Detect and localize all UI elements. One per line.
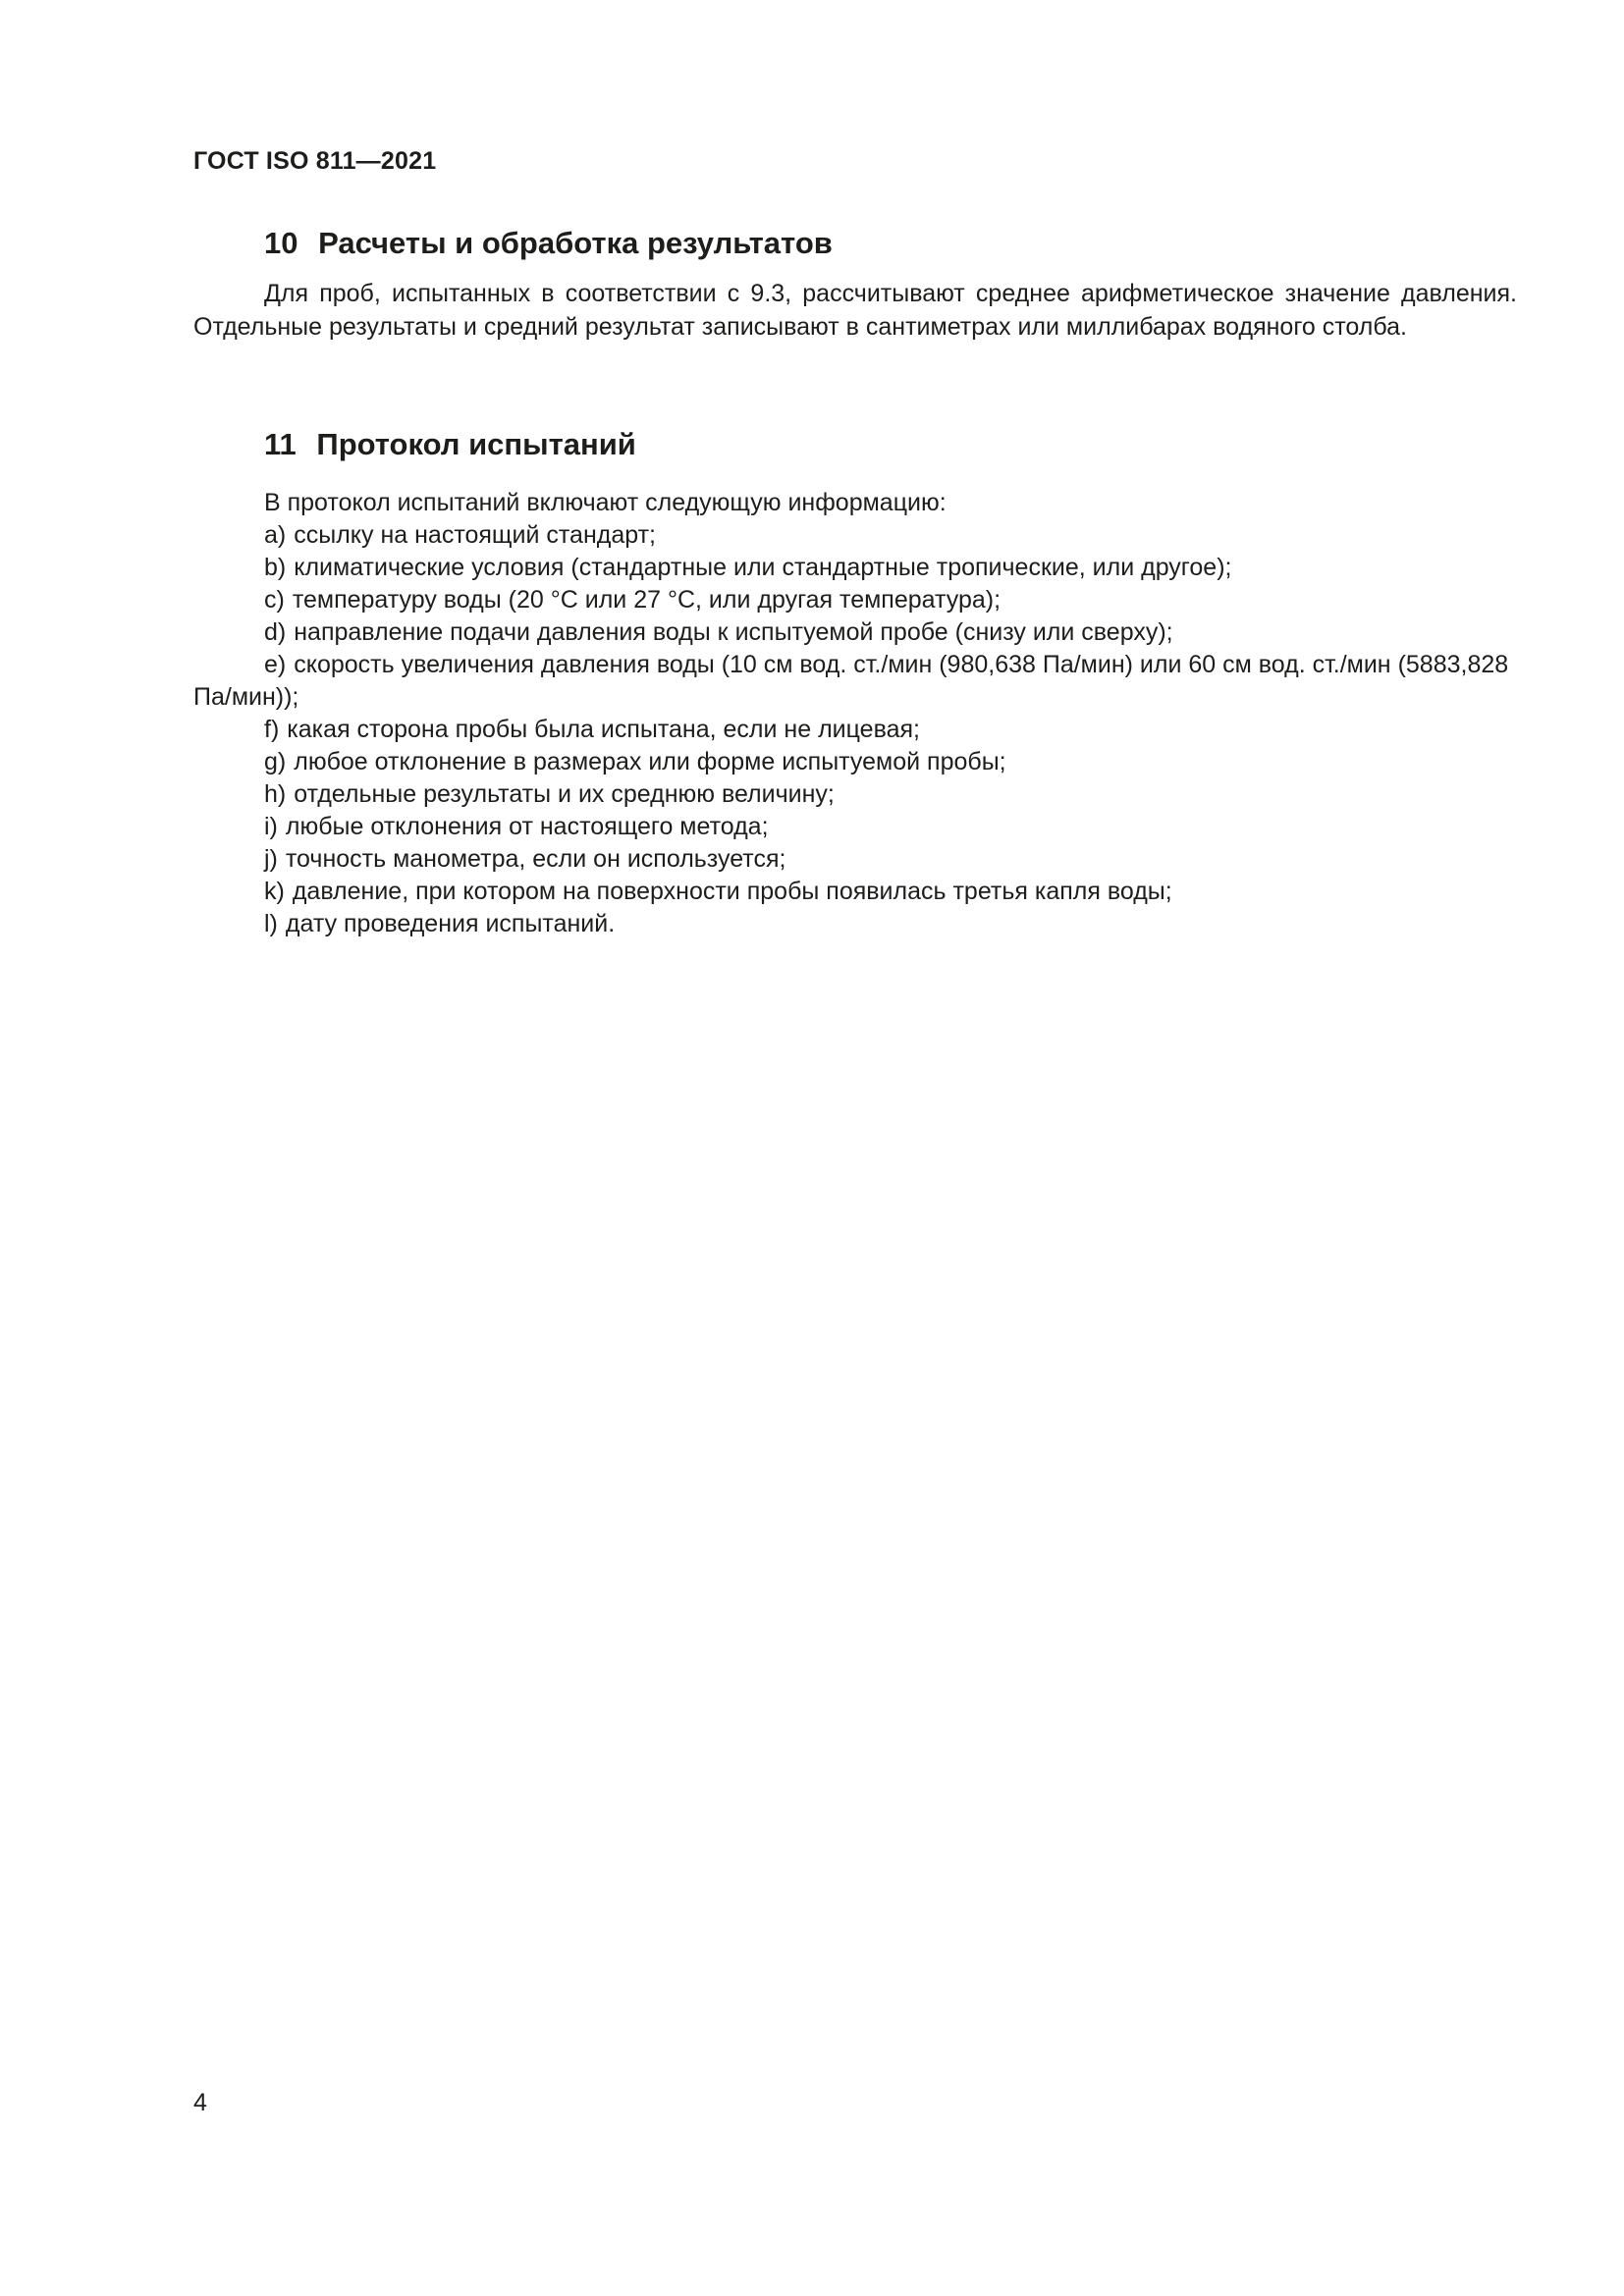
list-item-text: любые отклонения от настоящего метода; (285, 813, 769, 840)
list-item (193, 778, 1517, 811)
list-item-text: климатические условия (стандартные или стандартные тропические, или другое); (294, 554, 1232, 581)
list-item (193, 876, 1517, 908)
section-10-paragraph: Для проб, испытанных в соответствии с 9.3, рассчитывают среднее арифметическое значение давления. Отдельные результаты и средний результат записывают в сантиметрах или миллибарах водяного столба. (193, 280, 1517, 341)
list-item (193, 746, 1517, 778)
section-11-title (264, 425, 1517, 464)
list-item (193, 649, 1517, 714)
list-item (193, 714, 1517, 746)
list-item-text: ссылку на настоящий стандарт; (294, 521, 656, 549)
list-marker: l) (264, 910, 278, 937)
list-item (193, 519, 1517, 552)
list-marker: f) (264, 716, 280, 743)
section-title-text: Протокол испытаний (316, 427, 636, 461)
list-item (193, 616, 1517, 649)
list-item-text: направление подачи давления воды к испытуемой пробе (снизу или сверху); (294, 618, 1173, 646)
section-10-title (264, 224, 1517, 263)
list-item-text: температуру воды (20 °С или 27 °С, или другая температура); (292, 586, 1001, 614)
section-number: 11 (264, 427, 297, 461)
list-marker: j) (264, 845, 278, 873)
section-10 (193, 224, 1517, 344)
list-item-text: дату проведения испытаний. (285, 910, 616, 937)
list-item-text: отдельные результаты и их среднюю величину; (294, 780, 835, 808)
list-marker: c) (264, 586, 285, 614)
list-marker: d) (264, 618, 287, 646)
list-marker: h) (264, 780, 287, 808)
list-marker: b) (264, 554, 287, 581)
list-marker: a) (264, 521, 287, 549)
list-marker: i) (264, 813, 278, 840)
list-item (193, 843, 1517, 876)
page-number: 4 (193, 2089, 207, 2116)
list-item-text: точность манометра, если он используется; (285, 845, 786, 873)
list-item (193, 908, 1517, 940)
list-item (193, 584, 1517, 616)
list-item-text: какая сторона пробы была испытана, если не лицевая; (287, 716, 920, 743)
list-marker: e) (264, 651, 287, 678)
report-items-list (193, 519, 1517, 940)
document-header: ГОСТ ISO 811—2021 (193, 147, 437, 175)
list-item (193, 552, 1517, 584)
list-marker: k) (264, 878, 285, 905)
list-item (193, 811, 1517, 843)
list-item-text: давление, при котором на поверхности пробы появилась третья капля воды; (292, 878, 1172, 905)
section-title-text: Расчеты и обработка результатов (318, 226, 833, 260)
section-number: 10 (264, 226, 298, 260)
section-11-intro: В протокол испытаний включают следующую информацию: (264, 489, 947, 516)
section-11 (193, 425, 1517, 940)
list-marker: g) (264, 748, 287, 775)
list-item-text: скорость увеличения давления воды (10 см вод. ст./мин (980,638 Па/мин) или 60 см вод. ст./мин (5883,828 Па/мин)); (193, 651, 1509, 711)
list-item-text: любое отклонение в размерах или форме испытуемой пробы; (294, 748, 1006, 775)
